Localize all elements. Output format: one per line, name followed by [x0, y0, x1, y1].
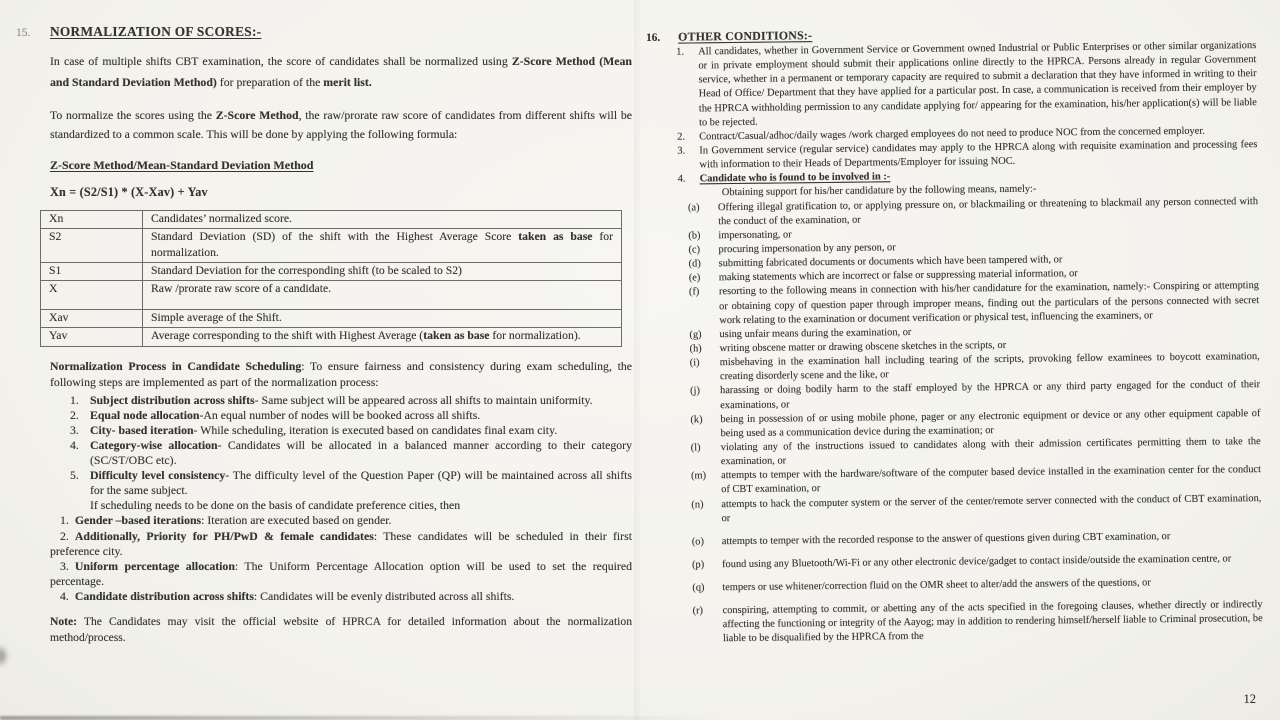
list-item — [50, 559, 632, 589]
list-item-number: 2. — [70, 407, 79, 422]
item-letter: (k) — [690, 414, 703, 426]
section-title: OTHER CONDITIONS:- — [677, 28, 813, 44]
item-text: conspiring, attempting to commit, or abetting any of the acts specified in the foregoing clauses, whether directly or indirectly affecting the functioning or integrity of the Aayog; may in addition to rendering himself/herself liable to Criminal prosecution, be liable to be disqualified by the HPRCA from the — [722, 599, 1263, 645]
item-letter: (i) — [689, 357, 700, 369]
list-item-text: Additionally, Priority for PH/PwD & female candidates: These candidates will be scheduled in their first preference city. — [50, 528, 632, 558]
list-item — [50, 513, 632, 528]
lettered-item — [693, 598, 1263, 647]
item-letter: (b) — [688, 230, 701, 242]
paragraph-normalization-intro: In case of multiple shifts CBT examination, the score of candidates shall be normalized using Z-Score Method (Mean and Standard Deviation Method) for preparation of the merit list. — [50, 54, 632, 90]
table-row — [41, 262, 622, 280]
item-text: attempts to temper with the hardware/software of the computer based device installed in the examination center for the conduct of CBT examination, or — [721, 464, 1262, 496]
item-letter: (n) — [691, 498, 704, 511]
table-cell-variable: Xn — [41, 211, 143, 229]
item-letter: (q) — [692, 582, 705, 594]
list-item-number: 5. — [70, 468, 79, 483]
item-letter: (r) — [692, 605, 704, 617]
zscore-variables-table — [40, 210, 622, 346]
list-item — [70, 438, 632, 468]
lettered-item — [692, 529, 1262, 550]
table-row — [41, 229, 622, 262]
list-item-text: City- based iteration- While scheduling, iteration is executed based on candidates final exam city. — [90, 422, 558, 437]
item-letter: (m) — [691, 470, 707, 482]
item-letter: (h) — [689, 343, 702, 355]
list-item-text: Uniform percentage allocation: The Uniform Percentage Allocation option will be used to set the required percentage. — [50, 558, 632, 588]
item-text: misbehaving in the examination hall including tearing of the scripts, provoking fellow examinees to boycott examination, creating disorderly scene and the like, or — [719, 351, 1260, 383]
involved-heading: Candidate who is found to be involved in :- — [699, 171, 891, 185]
item-text: found using any Bluetooth/Wi-Fi or any other electronic device/gadget to contact inside/outside the examination centre, or — [722, 553, 1232, 571]
list-item-number: 1. — [60, 513, 69, 528]
list-item-continuation: If scheduling needs to be done on the basis of candidate preference cities, then — [90, 498, 461, 513]
table-cell-definition: Standard Deviation for the corresponding shift (to be scaled to S2) — [143, 262, 622, 280]
preference-steps-list — [50, 513, 632, 604]
item-text: attempts to hack the computer system or the server of the center/remote server connected with the conduct of CBT examination, or — [721, 492, 1262, 524]
table-cell-variable: Yav — [41, 328, 143, 346]
table-cell-variable: S1 — [41, 262, 143, 280]
item-text: In Government service (regular service) candidates may apply to the HPRCA along with requisite examination and processing fees with information to their Heads of Departments/Employer for issuing NOC. — [699, 139, 1258, 171]
list-item-number: 4. — [60, 588, 69, 603]
section-body — [676, 39, 1263, 647]
item-letter: (c) — [688, 244, 701, 256]
table-cell-variable: X — [41, 281, 143, 310]
item-letter: (p) — [692, 559, 705, 571]
item-letter: (j) — [690, 385, 700, 397]
involved-intro: Obtaining support for his/her candidature by the following means, namely:- — [721, 183, 1037, 199]
item-letter: (l) — [690, 442, 701, 454]
list-item-text: Category-wise allocation- Candidates will be allocated in a balanced manner according to their category (SC/ST/OBC etc). — [90, 437, 632, 468]
paragraph-formula-intro: To normalize the scores using the Z-Score Method, the raw/prorate raw score of candidates from different shifts will be standardized to a common scale. This will be done by applying the following formula: — [50, 108, 632, 142]
list-item-text: Gender –based iterations: Iteration are executed based on gender. — [74, 513, 392, 528]
item-text: impersonating, or — [718, 229, 792, 242]
item-text: attempts to temper with the recorded response to the answer of questions given during CBT examination, or — [721, 530, 1171, 547]
note-paragraph: Note: The Candidates may visit the official website of HPRCA for detailed information about the normalization method/process. — [50, 614, 632, 644]
table-row — [41, 211, 622, 229]
item-letter: (f) — [688, 286, 700, 298]
table-cell-definition: Raw /prorate raw score of a candidate. — [143, 281, 622, 310]
item-text: Contract/Casual/adhoc/daily wages /work charged employees do not need to produce NOC from the concerned employer. — [699, 125, 1205, 143]
table-cell-variable: Xav — [41, 310, 143, 328]
list-item-number: 4. — [70, 437, 79, 452]
paragraph-normalization-process: Normalization Process in Candidate Scheduling: To ensure fairness and consistency during exam scheduling, the following steps are implemented as part of the normalization process: — [50, 358, 632, 390]
table-cell-definition: Candidates’ normalized score. — [143, 211, 622, 229]
list-item-number: 3. — [60, 558, 69, 573]
conditions-lettered-list — [688, 195, 1263, 648]
list-item-number: 3. — [70, 422, 79, 437]
item-text: Offering illegal gratification to, or applying pressure on, or blackmailing or threatening to blackmail any person connected with the conduct of the examination, or — [717, 195, 1259, 227]
lettered-item — [691, 492, 1261, 527]
item-text: All candidates, whether in Government Service or Government owned Industrial or Public Enterprises or other similar organizations or in private employment should submit their applications online directly to the HPRCA. Persons already in regular Government service, whether in a permanent or temporary capacity are required to submit a declaration that they have informed in writing to their Head of Office/ Department that they have applied for a particular post. In case, a communication is received from their employer by the HPRCA withholding permission to any candidate applying for/ appearing for the examination, his/her application(s) will be liable to be rejected. — [698, 40, 1257, 129]
lettered-item — [692, 575, 1262, 596]
list-item-number: 2. — [60, 528, 69, 543]
list-item — [50, 529, 632, 559]
item-text: procuring impersonation by any person, or — [718, 242, 896, 256]
page-fold-crease — [634, 0, 642, 720]
item-number: 3. — [677, 145, 686, 157]
section-number: 15. — [16, 27, 31, 39]
item-number: 4. — [677, 173, 686, 185]
list-item — [70, 393, 632, 408]
list-item-number: 1. — [70, 392, 79, 407]
list-item — [70, 408, 632, 423]
section-number: 16. — [646, 31, 661, 44]
item-letter: (e) — [688, 272, 701, 284]
item-text: tempers or use whitener/correction fluid on the OMR sheet to alter/add the answers of the questions, or — [722, 577, 1151, 594]
zscore-formula: Xn = (S2/S1) * (X-Xav) + Yav — [50, 185, 208, 200]
lettered-item — [689, 279, 1259, 328]
item-text: violating any of the instructions issued to candidates along with their admission certificates permitting them to take the examination, or — [720, 435, 1261, 468]
scan-bottom-shadow — [0, 716, 717, 720]
list-item — [50, 589, 632, 604]
item-letter: (o) — [691, 536, 704, 548]
lettered-item — [692, 552, 1262, 573]
item-letter: (d) — [688, 258, 701, 270]
page-number: 12 — [1243, 692, 1256, 706]
item-letter: (g) — [689, 329, 702, 341]
list-item-text: Candidate distribution across shifts: Candidates will be evenly distributed across all shifts. — [74, 588, 515, 603]
item-number: 1. — [676, 46, 685, 58]
zscore-method-subheading: Z-Score Method/Mean-Standard Deviation Method — [50, 158, 314, 173]
table-row — [41, 281, 622, 310]
table-cell-definition: Simple average of the Shift. — [143, 310, 622, 328]
section-heading-row — [16, 24, 632, 40]
item-text: harassing or doing bodily harm to the staff employed by the HPRCA or any third party engaged for the conduct of their examinations, or — [720, 379, 1261, 411]
list-item-text: Equal node allocation-An equal number of nodes will be booked across all shifts. — [90, 407, 481, 422]
table-cell-definition: Standard Deviation (SD) of the shift with the Highest Average Score taken as base for normalization. — [143, 229, 622, 262]
section-other-conditions — [646, 23, 1263, 648]
item-text: submitting fabricated documents or documents which have been tampered with, or — [718, 254, 1063, 270]
list-item — [70, 468, 632, 513]
item-text: resorting to the following means in connection with his/her candidature for the examination, namely:- Conspiring or attempting or obtaining copy of question paper through improper means, finding out the particulars of the persons connected with secret work relating to the examination or document verification or physical test, influencing the examiners, or — [718, 280, 1260, 326]
item-text: making statements which are incorrect or false or suppressing material information, or — [718, 268, 1078, 284]
scan-smudge — [0, 648, 6, 664]
table-cell-definition: Average corresponding to the shift with Highest Average (taken as base for normalization). — [143, 328, 622, 346]
item-text: using unfair means during the examination, or — [719, 326, 912, 340]
section-body — [50, 51, 632, 645]
section-title: NORMALIZATION OF SCORES:- — [50, 24, 262, 39]
list-item — [70, 423, 632, 438]
list-item-text: Subject distribution across shifts- Same subject will be appeared across all shifts to maintain uniformity. — [90, 392, 593, 407]
numbered-item — [676, 39, 1257, 130]
item-number: 2. — [677, 131, 686, 143]
table-row — [41, 328, 622, 346]
list-item-text: Difficulty level consistency- The difficulty level of the Question Paper (QP) will be maintained across all shifts for the same subject. — [90, 468, 632, 498]
item-text: being in possession of or using mobile phone, pager or any electronic equipment or device or any other equipment capable of being used as a communication device during the examination; or — [720, 407, 1261, 439]
table-cell-variable: S2 — [41, 229, 143, 262]
normalization-steps-list — [70, 393, 632, 514]
conditions-numbered-list — [676, 39, 1257, 173]
section-normalization-of-scores — [16, 24, 632, 645]
item-letter: (a) — [687, 201, 700, 214]
table-row — [41, 310, 622, 328]
item-text: writing obscene matter or drawing obscene sketches in the scripts, or — [719, 339, 1007, 355]
